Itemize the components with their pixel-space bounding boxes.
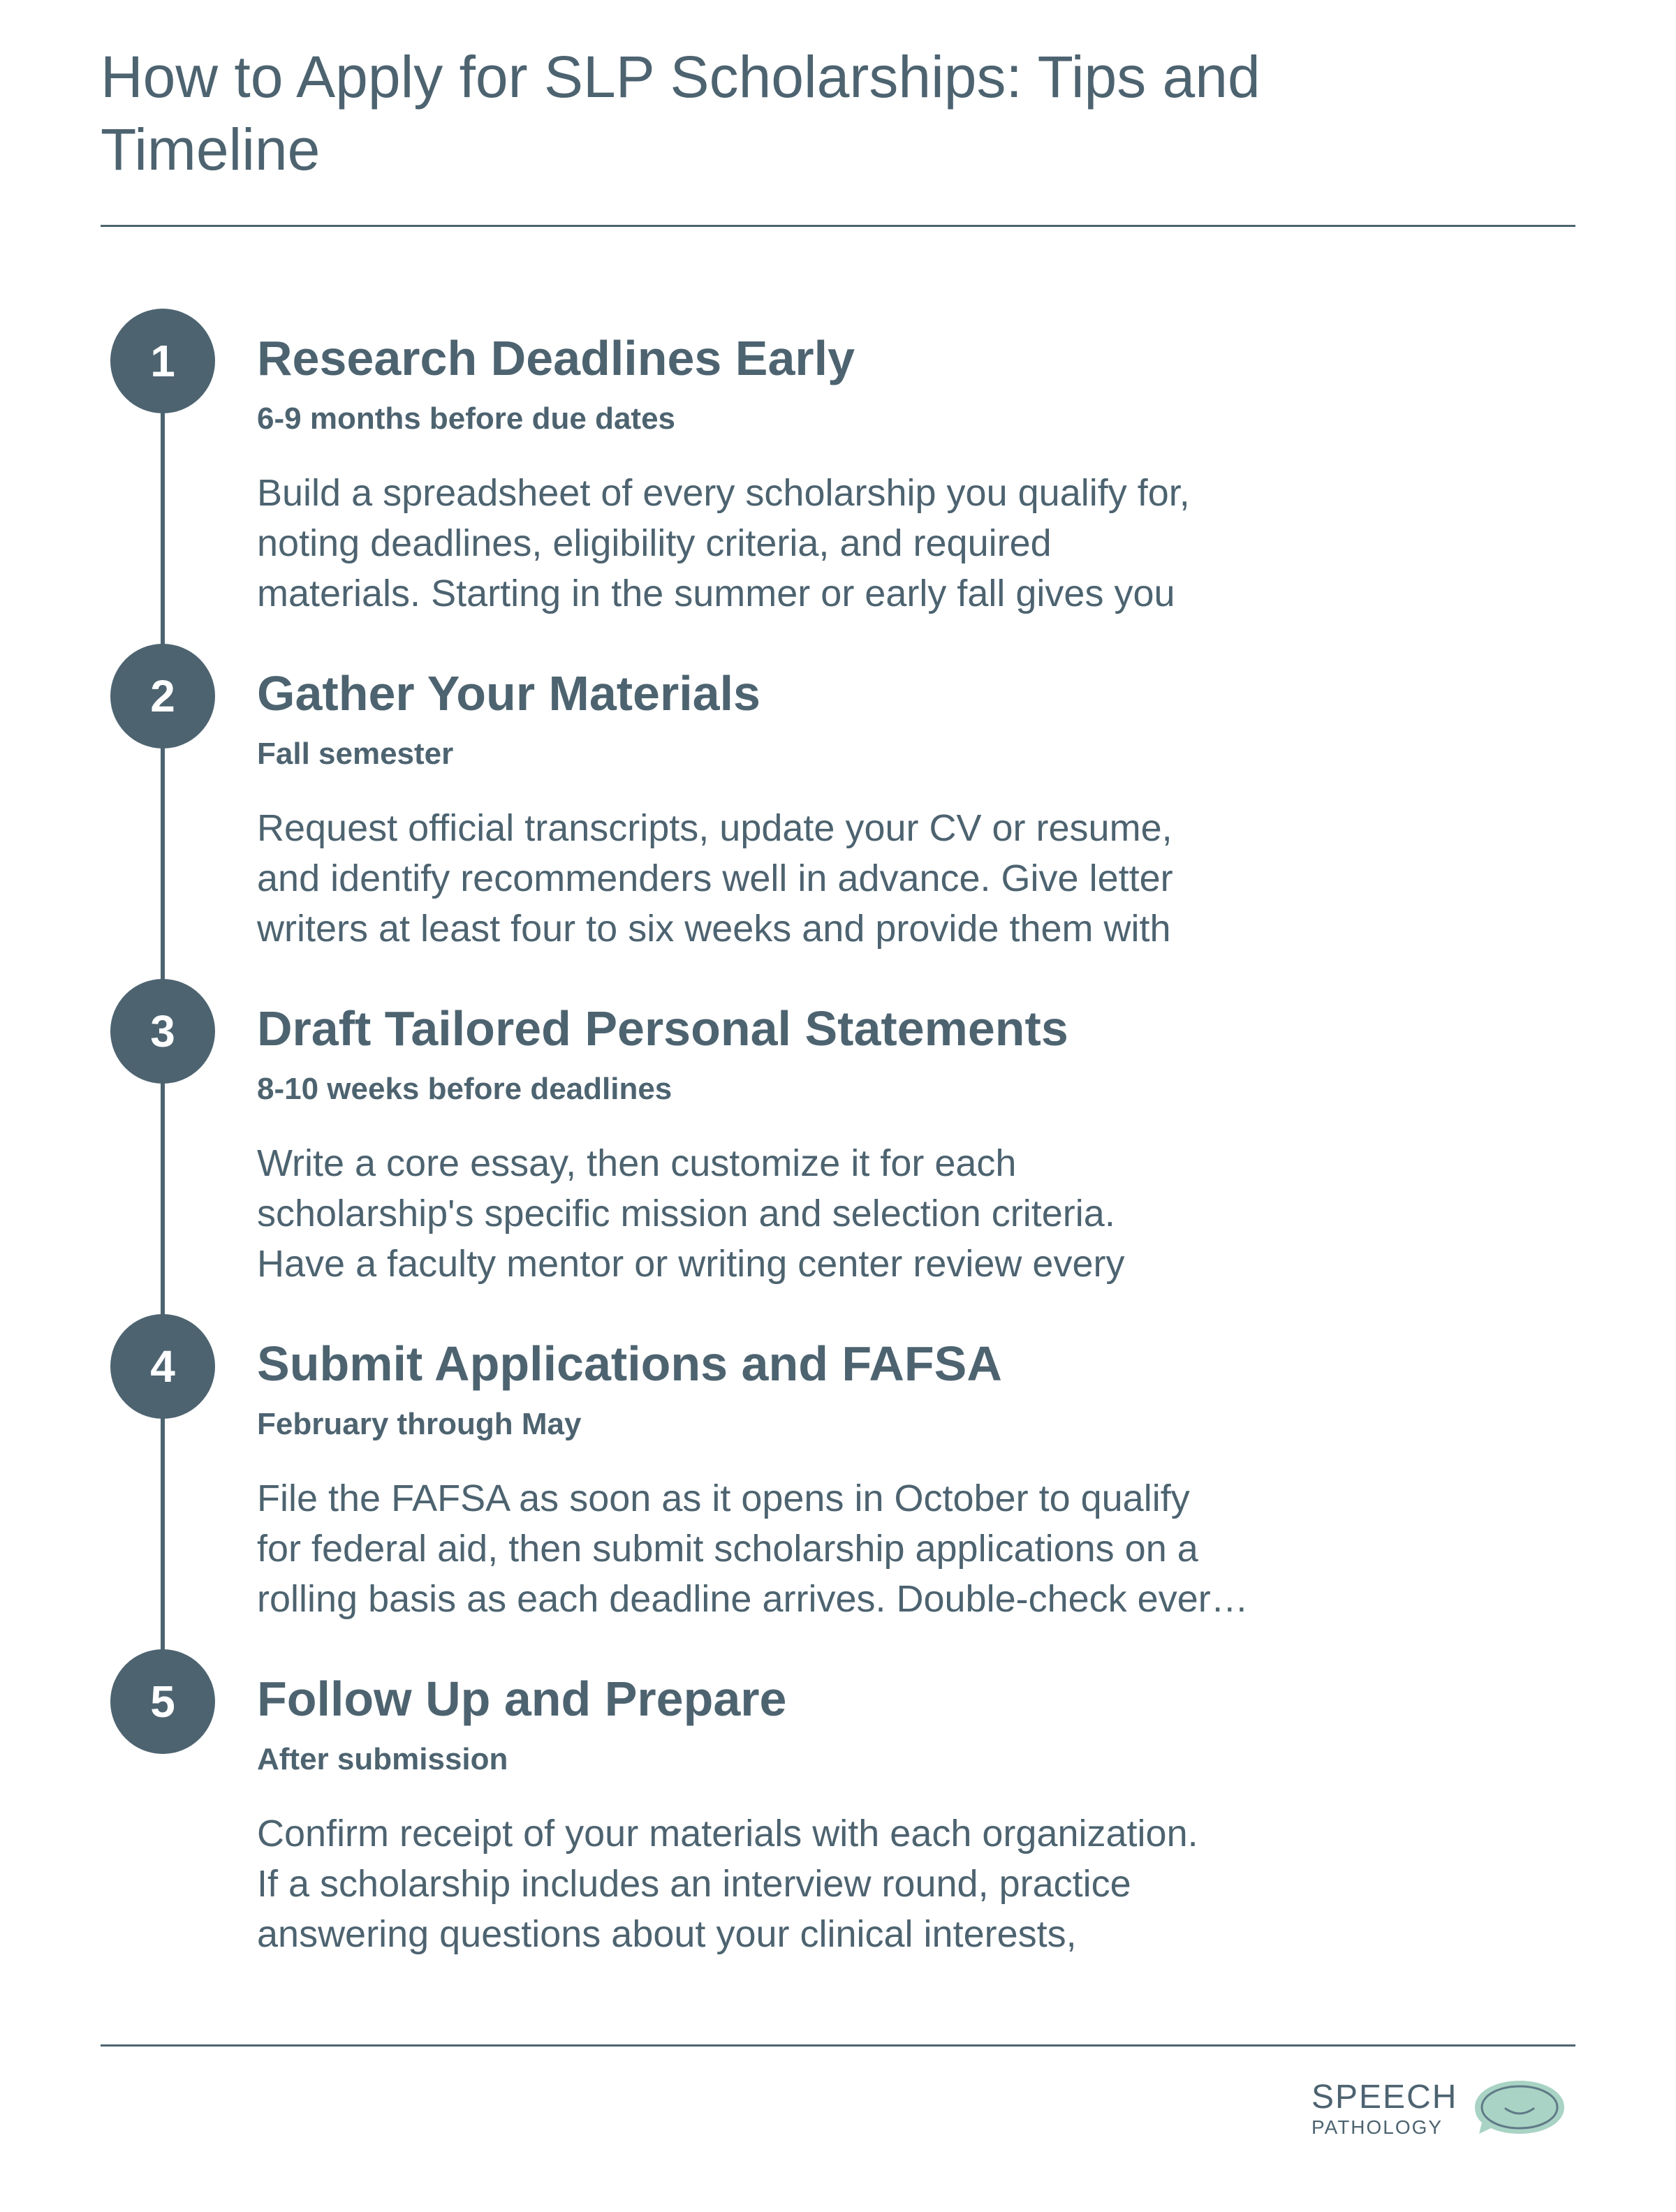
page-title: How to Apply for SLP Scholarships: Tips and Timeline <box>101 44 1260 182</box>
step-timeframe: Fall semester <box>257 737 454 771</box>
step-timeframe: After submission <box>257 1742 508 1776</box>
logo-wordmark-secondary: PATHOLOGY <box>1311 2116 1443 2138</box>
timeline-step-5 <box>0 1649 1676 1956</box>
step-description-line: Confirm receipt of your materials with each organization. <box>257 1813 1198 1855</box>
step-timeframe: 6-9 months before due dates <box>257 401 676 436</box>
step-title: Gather Your Materials <box>257 666 760 721</box>
step-title: Follow Up and Prepare <box>257 1672 787 1726</box>
logo-wordmark-primary: SPEECH <box>1311 2079 1458 2116</box>
step-number-badge: 4 <box>110 1314 215 1419</box>
timeline-step-2 <box>0 644 1676 951</box>
step-description-line: materials. Starting in the summer or early fall gives you <box>257 573 1175 614</box>
step-description-line: rolling basis as each deadline arrives. Double-check ever… <box>257 1578 1249 1620</box>
step-description-line: Build a spreadsheet of every scholarship you qualify for, <box>257 472 1190 514</box>
step-number-badge: 2 <box>110 644 215 749</box>
step-timeframe: February through May <box>257 1407 582 1441</box>
timeline-step-3 <box>0 979 1676 1286</box>
step-description-line: File the FAFSA as soon as it opens in October to qualify <box>257 1477 1190 1519</box>
step-number-badge: 1 <box>110 309 215 413</box>
step-description <box>257 1808 1304 1959</box>
step-description-line: writers at least four to six weeks and provide them with <box>257 908 1171 950</box>
step-description-line: If a scholarship includes an interview round, practice <box>257 1863 1131 1905</box>
step-description-line: noting deadlines, eligibility criteria, and required <box>257 522 1052 564</box>
step-title: Research Deadlines Early <box>257 331 855 385</box>
step-description-line: Have a faculty mentor or writing center review every <box>257 1243 1125 1285</box>
step-number-badge: 3 <box>110 979 215 1084</box>
step-description <box>257 1473 1304 1624</box>
step-description <box>257 1138 1304 1289</box>
step-timeframe: 8-10 weeks before deadlines <box>257 1072 672 1106</box>
step-description <box>257 803 1304 954</box>
speech-bubble-icon <box>1472 2078 1567 2137</box>
step-title: Submit Applications and FAFSA <box>257 1336 1002 1391</box>
step-description-line: answering questions about your clinical interests, <box>257 1913 1077 1955</box>
step-description-line: Write a core essay, then customize it for each <box>257 1142 1017 1184</box>
step-number-badge: 5 <box>110 1649 215 1754</box>
step-title: Draft Tailored Personal Statements <box>257 1001 1068 1056</box>
timeline-step-1 <box>0 309 1676 616</box>
footer-divider <box>101 2044 1575 2047</box>
step-description <box>257 468 1304 619</box>
step-description-line: and identify recommenders well in advance. Give letter <box>257 857 1173 899</box>
step-description-line: for federal aid, then submit scholarship applications on a <box>257 1528 1198 1570</box>
timeline-step-4 <box>0 1314 1676 1621</box>
step-description-line: Request official transcripts, update your CV or resume, <box>257 807 1173 849</box>
speech-pathology-logo <box>1306 2068 1571 2145</box>
step-description-line: scholarship's specific mission and selection criteria. <box>257 1193 1115 1234</box>
